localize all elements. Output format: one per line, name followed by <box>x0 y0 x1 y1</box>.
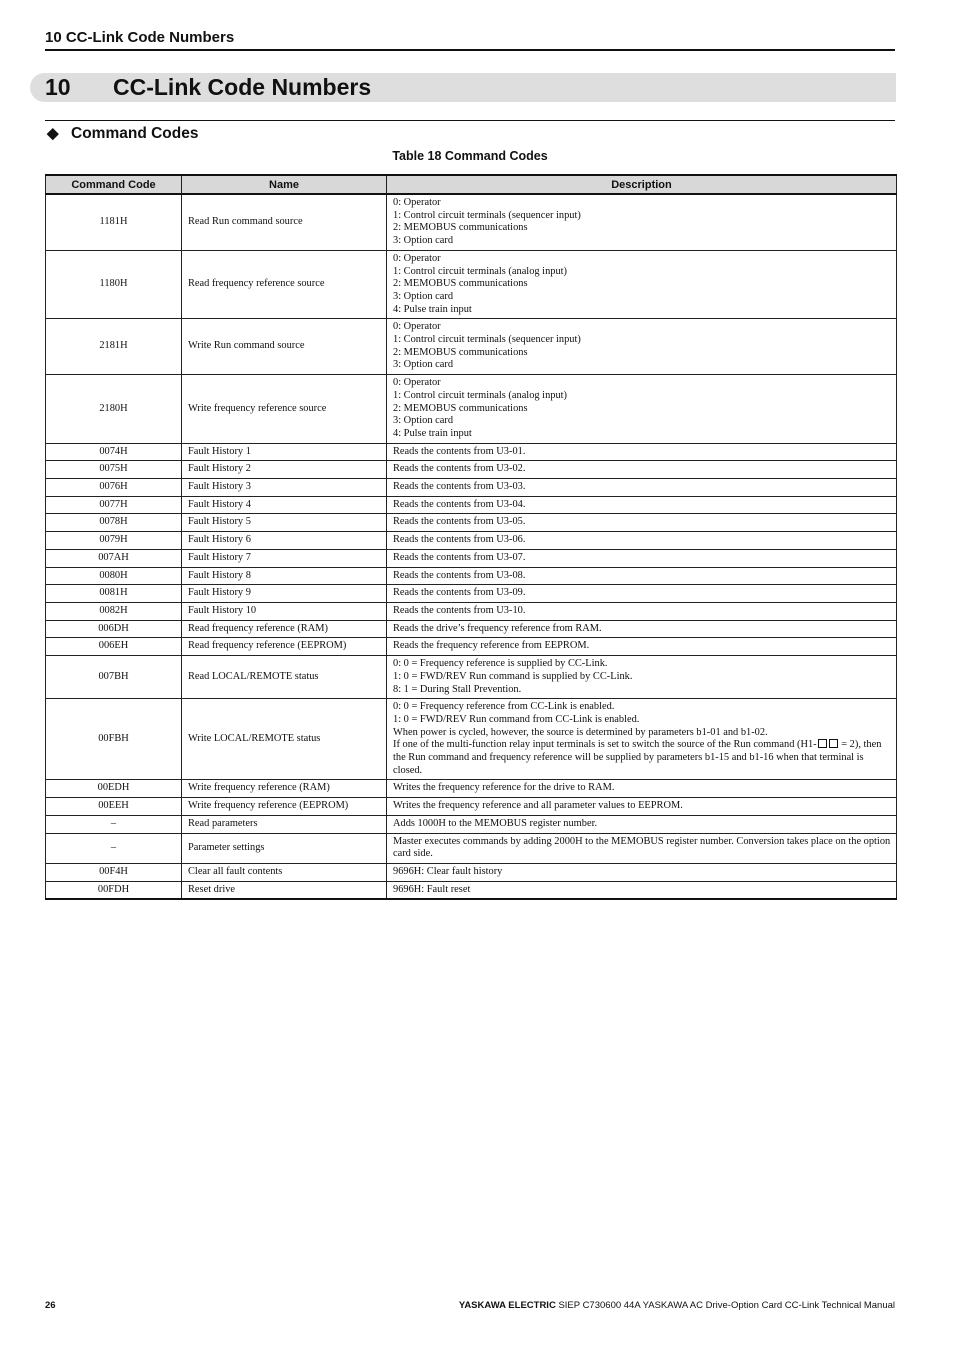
page-number: 26 <box>45 1300 56 1311</box>
description-cell <box>387 194 897 250</box>
description-cell <box>387 250 897 319</box>
description-line: Reads the drive’s frequency reference from RAM. <box>393 622 602 634</box>
description-line: 9696H: Fault reset <box>393 883 471 895</box>
description-line: 3: Option card <box>393 290 454 302</box>
description-line: Reads the contents from U3-05. <box>393 516 526 528</box>
command-code-cell: 0081H <box>46 585 182 603</box>
table-row <box>46 549 897 567</box>
table-row <box>46 514 897 532</box>
section-divider <box>45 120 895 121</box>
description-line: Reads the contents from U3-08. <box>393 569 526 581</box>
description-cell <box>387 461 897 479</box>
description-cell <box>387 567 897 585</box>
command-code-cell: 00FBH <box>46 699 182 780</box>
description-cell <box>387 833 897 863</box>
placeholder-box-icon <box>829 739 838 748</box>
table-row <box>46 461 897 479</box>
description-line: 3: Option card <box>393 415 454 427</box>
description-cell <box>387 514 897 532</box>
description-line: 0: Operator <box>393 377 441 389</box>
command-code-cell: 2181H <box>46 319 182 375</box>
description-line: Reads the contents from U3-01. <box>393 445 526 457</box>
command-code-cell: 007AH <box>46 549 182 567</box>
description-line: 1: Control circuit terminals (sequencer input) <box>393 209 581 221</box>
description-line: Reads the contents from U3-06. <box>393 534 526 546</box>
description-cell <box>387 656 897 699</box>
description-line: Reads the contents from U3-03. <box>393 481 526 493</box>
command-code-cell: 00FDH <box>46 881 182 899</box>
description-cell <box>387 549 897 567</box>
section-heading <box>47 124 198 143</box>
command-code-cell: – <box>46 815 182 833</box>
description-line: 1: Control circuit terminals (analog input) <box>393 265 568 277</box>
table-row <box>46 699 897 780</box>
command-code-cell: 1180H <box>46 250 182 319</box>
description-line: Writes the frequency reference for the drive to RAM. <box>393 782 615 794</box>
footer-document-title: SIEP C730600 44A YASKAWA AC Drive-Option Card CC-Link Technical Manual <box>555 1300 895 1311</box>
description-line: 2: MEMOBUS communications <box>393 278 528 290</box>
table-row <box>46 833 897 863</box>
description-line: Reads the contents from U3-10. <box>393 604 526 616</box>
table-row <box>46 780 897 798</box>
command-code-cell: 2180H <box>46 375 182 444</box>
table-row <box>46 532 897 550</box>
command-name-cell: Fault History 7 <box>182 549 387 567</box>
command-code-cell: 0077H <box>46 496 182 514</box>
command-code-cell: 006EH <box>46 638 182 656</box>
description-line: 1: 0 = FWD/REV Run command is supplied by CC-Link. <box>393 670 633 682</box>
chapter-heading <box>30 73 896 102</box>
table-row <box>46 479 897 497</box>
command-name-cell: Read frequency reference (RAM) <box>182 620 387 638</box>
description-line: 4: Pulse train input <box>393 303 472 315</box>
command-code-cell: 0076H <box>46 479 182 497</box>
description-line: 2: MEMOBUS communications <box>393 346 528 358</box>
description-line: Adds 1000H to the MEMOBUS register number. <box>393 817 598 829</box>
table-row <box>46 656 897 699</box>
command-code-cell: 00EEH <box>46 798 182 816</box>
description-cell <box>387 780 897 798</box>
command-name-cell: Write frequency reference source <box>182 375 387 444</box>
description-line: 0: Operator <box>393 197 441 208</box>
description-line: Reads the contents from U3-09. <box>393 587 526 599</box>
command-name-cell: Read Run command source <box>182 194 387 250</box>
description-cell <box>387 699 897 780</box>
description-cell <box>387 532 897 550</box>
command-name-cell: Reset drive <box>182 881 387 899</box>
description-cell <box>387 602 897 620</box>
section-title: Command Codes <box>71 125 199 142</box>
table-row <box>46 798 897 816</box>
description-line: Reads the contents from U3-04. <box>393 498 526 510</box>
footer-document-info <box>459 1300 895 1311</box>
diamond-bullet-icon: ◆ <box>47 125 59 142</box>
description-line: If one of the multi-function relay input terminals is set to switch the source of the Run command (H1- = 2), then the Run command and frequency reference will be supplied by parameters b1-15 and b1-16 when that terminal is closed. <box>393 739 882 776</box>
description-line: 9696H: Clear fault history <box>393 865 503 877</box>
table-row <box>46 585 897 603</box>
description-line: 0: Operator <box>393 321 441 333</box>
description-line: 3: Option card <box>393 359 454 371</box>
table-header-row <box>46 175 897 194</box>
description-line: When power is cycled, however, the source is determined by parameters b1-01 and b1-02. <box>393 726 768 738</box>
table-row <box>46 567 897 585</box>
description-line: 1: 0 = FWD/REV Run command from CC-Link is enabled. <box>393 713 640 725</box>
command-name-cell: Fault History 3 <box>182 479 387 497</box>
description-cell <box>387 620 897 638</box>
description-cell <box>387 479 897 497</box>
command-name-cell: Read frequency reference (EEPROM) <box>182 638 387 656</box>
placeholder-box-icon <box>818 739 827 748</box>
description-cell <box>387 815 897 833</box>
description-cell <box>387 881 897 899</box>
table-row <box>46 815 897 833</box>
description-line: 3: Option card <box>393 235 454 247</box>
table-caption: Table 18 Command Codes <box>392 149 548 163</box>
description-line: 0: 0 = Frequency reference from CC-Link is enabled. <box>393 701 615 713</box>
command-code-cell: 0082H <box>46 602 182 620</box>
command-code-cell: 1181H <box>46 194 182 250</box>
description-line: 2: MEMOBUS communications <box>393 402 528 414</box>
description-cell <box>387 496 897 514</box>
table-row <box>46 863 897 881</box>
table-row <box>46 638 897 656</box>
command-code-cell: 00F4H <box>46 863 182 881</box>
description-line: 0: Operator <box>393 252 441 264</box>
description-line: Reads the frequency reference from EEPROM. <box>393 640 590 652</box>
command-code-cell: 007BH <box>46 656 182 699</box>
command-name-cell: Fault History 6 <box>182 532 387 550</box>
description-line: 4: Pulse train input <box>393 427 472 439</box>
table-row <box>46 194 897 250</box>
command-name-cell: Fault History 2 <box>182 461 387 479</box>
table-row <box>46 620 897 638</box>
command-name-cell: Parameter settings <box>182 833 387 863</box>
command-name-cell: Clear all fault contents <box>182 863 387 881</box>
command-name-cell: Fault History 5 <box>182 514 387 532</box>
description-line: 1: Control circuit terminals (sequencer input) <box>393 334 581 346</box>
description-cell <box>387 585 897 603</box>
table-row <box>46 602 897 620</box>
description-line: Reads the contents from U3-02. <box>393 463 526 475</box>
running-header: 10 CC-Link Code Numbers <box>45 29 895 51</box>
description-line: Reads the contents from U3-07. <box>393 551 526 563</box>
command-code-cell: 0079H <box>46 532 182 550</box>
description-line: Master executes commands by adding 2000H to the MEMOBUS register number. Conversion takes place on the option card side. <box>393 835 891 860</box>
command-name-cell: Read LOCAL/REMOTE status <box>182 656 387 699</box>
table-row <box>46 496 897 514</box>
command-codes-table <box>45 174 897 900</box>
description-cell <box>387 375 897 444</box>
command-name-cell: Write LOCAL/REMOTE status <box>182 699 387 780</box>
description-cell <box>387 798 897 816</box>
description-line: Writes the frequency reference and all parameter values to EEPROM. <box>393 800 683 812</box>
command-name-cell: Fault History 1 <box>182 443 387 461</box>
table-row <box>46 319 897 375</box>
description-line: 2: MEMOBUS communications <box>393 222 528 234</box>
table-row <box>46 375 897 444</box>
command-name-cell: Fault History 4 <box>182 496 387 514</box>
command-name-cell: Write frequency reference (RAM) <box>182 780 387 798</box>
description-cell <box>387 443 897 461</box>
description-cell <box>387 638 897 656</box>
chapter-title: CC-Link Code Numbers <box>113 74 372 100</box>
command-name-cell: Fault History 10 <box>182 602 387 620</box>
table-row <box>46 443 897 461</box>
command-code-cell: – <box>46 833 182 863</box>
table-row <box>46 250 897 319</box>
command-code-cell: 0080H <box>46 567 182 585</box>
command-code-cell: 006DH <box>46 620 182 638</box>
command-name-cell: Fault History 9 <box>182 585 387 603</box>
column-header-description: Description <box>387 175 897 194</box>
command-name-cell: Fault History 8 <box>182 567 387 585</box>
command-name-cell: Read parameters <box>182 815 387 833</box>
column-header-command-code: Command Code <box>46 175 182 194</box>
command-name-cell: Write frequency reference (EEPROM) <box>182 798 387 816</box>
footer-brand: YASKAWA ELECTRIC <box>458 1300 556 1311</box>
command-name-cell: Read frequency reference source <box>182 250 387 319</box>
description-line: 0: 0 = Frequency reference is supplied by CC-Link. <box>393 658 608 670</box>
command-code-cell: 0074H <box>46 443 182 461</box>
chapter-number: 10 <box>45 74 71 100</box>
command-name-cell: Write Run command source <box>182 319 387 375</box>
description-line: 8: 1 = During Stall Prevention. <box>393 683 522 695</box>
command-code-cell: 00EDH <box>46 780 182 798</box>
command-code-cell: 0075H <box>46 461 182 479</box>
description-cell <box>387 863 897 881</box>
command-code-cell: 0078H <box>46 514 182 532</box>
column-header-name: Name <box>182 175 387 194</box>
description-line: 1: Control circuit terminals (analog input) <box>393 389 568 401</box>
description-cell <box>387 319 897 375</box>
table-row <box>46 881 897 899</box>
